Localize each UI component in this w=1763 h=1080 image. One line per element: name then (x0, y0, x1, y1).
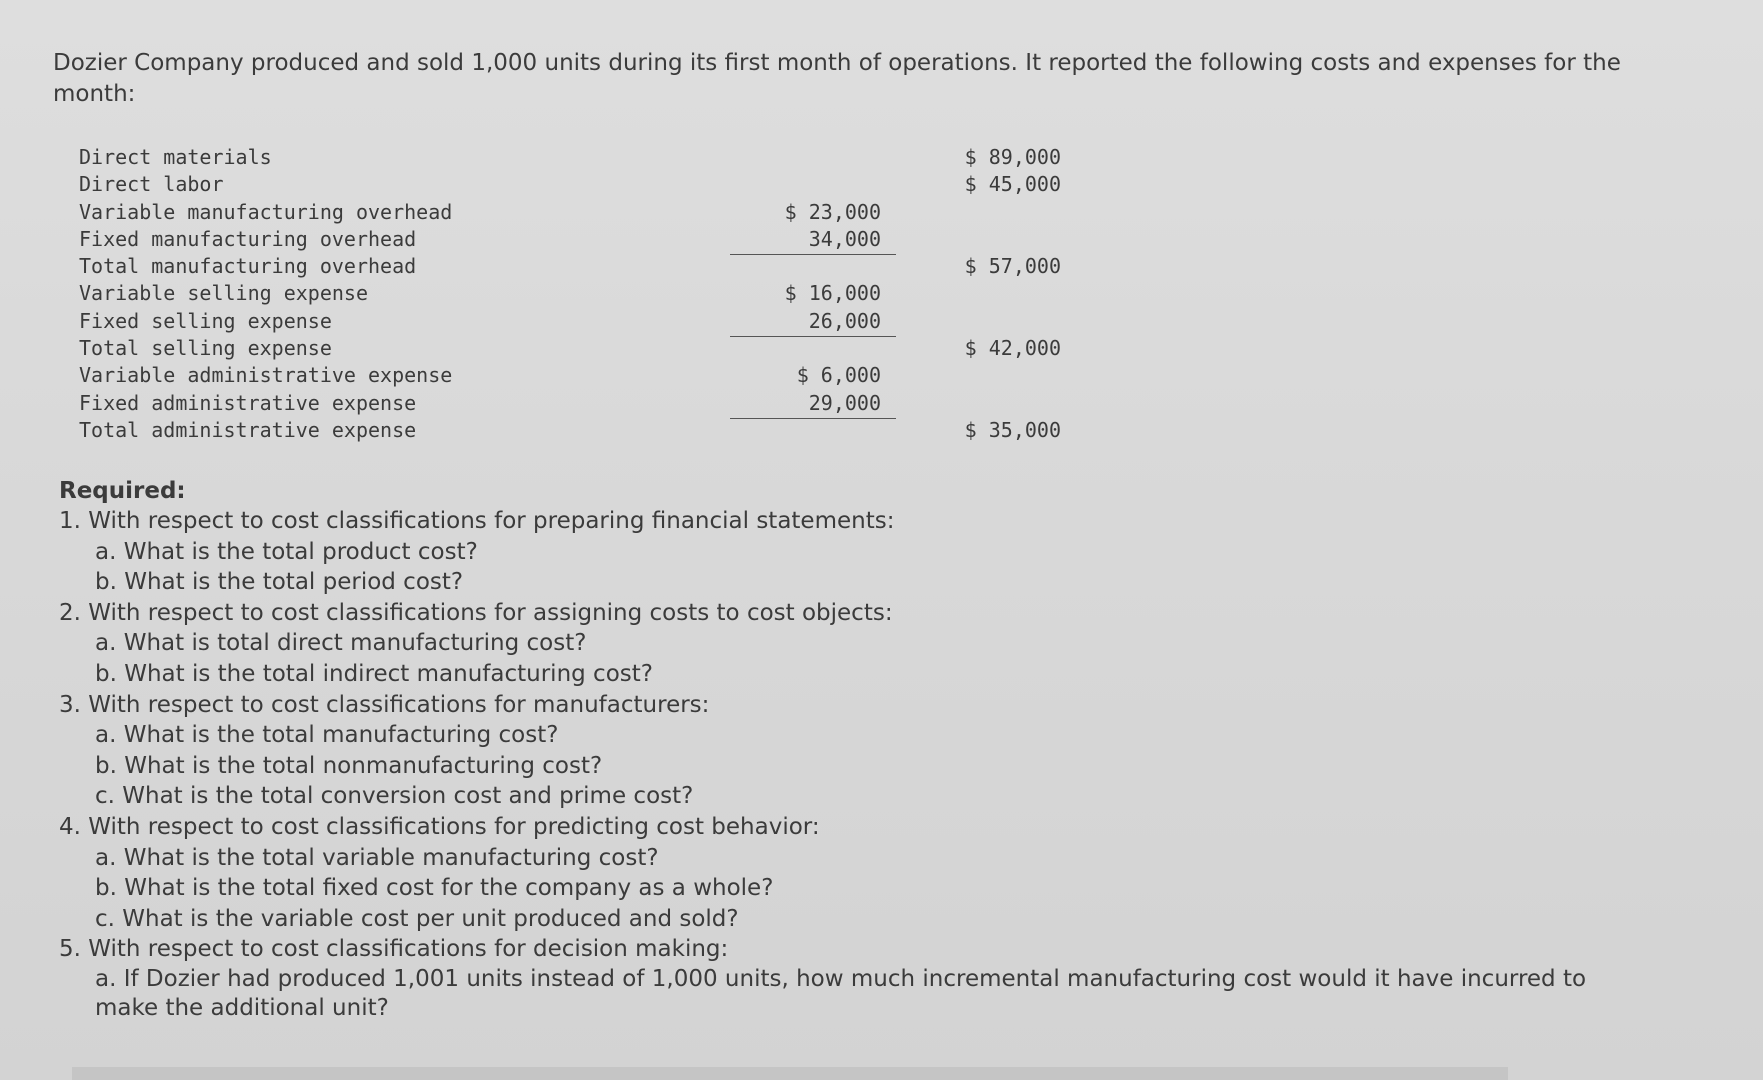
question-4b: b. What is the total fixed cost for the company as a whole? (95, 875, 774, 902)
cost-total-value: $ 89,000 (964, 145, 1061, 169)
question-3b: b. What is the total nonmanufacturing cost? (95, 752, 603, 779)
cost-total-value: $ 35,000 (964, 417, 1061, 442)
cost-total-value: $ 45,000 (964, 172, 1061, 197)
cost-row (79, 417, 1061, 445)
cost-row (79, 254, 1061, 281)
cost-row (79, 145, 1061, 172)
cost-row (79, 281, 1029, 308)
cost-row (79, 200, 1029, 227)
question-4: 4. With respect to cost classifications for predicting cost behavior: (59, 813, 820, 840)
cost-label: Total manufacturing overhead (79, 254, 417, 279)
cost-total-value: $ 57,000 (964, 254, 1061, 279)
cost-mid-value: 26,000 (808, 308, 881, 333)
question-3a: a. What is the total manufacturing cost? (95, 722, 559, 749)
cost-label: Total selling expense (79, 336, 332, 361)
question-1a: a. What is the total product cost? (95, 538, 478, 565)
cost-total-value: $ 42,000 (964, 336, 1061, 361)
cost-label: Variable manufacturing overhead (79, 199, 453, 224)
cost-row (79, 363, 1029, 390)
question-3c: c. What is the total conversion cost and prime cost? (95, 783, 694, 810)
question-5: 5. With respect to cost classifications for decision making: (59, 936, 729, 963)
cost-row (79, 309, 1029, 336)
cost-row (79, 227, 1029, 254)
question-1: 1. With respect to cost classifications for preparing financial statements: (59, 508, 895, 534)
cost-row (79, 172, 1061, 199)
cost-table (79, 145, 1061, 445)
required-section (59, 476, 1699, 1023)
cost-mid-value: $ 16,000 (784, 281, 881, 306)
required-heading: Required: (59, 478, 186, 504)
question-2a: a. What is total direct manufacturing cost? (95, 630, 587, 657)
question-1b: b. What is the total period cost? (95, 569, 464, 596)
cost-row (79, 336, 1061, 363)
screen-bottom-edge (72, 1067, 1508, 1080)
cost-row (79, 391, 1029, 418)
cost-label: Direct materials (79, 145, 272, 169)
cost-label: Fixed selling expense (79, 308, 332, 333)
question-3: 3. With respect to cost classifications for manufacturers: (59, 691, 710, 718)
question-5a: a. If Dozier had produced 1,001 units instead of 1,000 units, how much incremental manufacturing cost would it have incurred to make the additional unit? (95, 965, 1587, 1021)
cost-label: Fixed administrative expense (79, 390, 417, 415)
cost-label: Variable administrative expense (79, 363, 453, 388)
cost-label: Variable selling expense (79, 281, 368, 306)
cost-mid-value: 34,000 (808, 226, 881, 251)
cost-mid-value: $ 23,000 (784, 199, 881, 224)
question-2b: b. What is the total indirect manufacturing cost? (95, 660, 653, 687)
cost-mid-value: $ 6,000 (796, 363, 881, 388)
cost-label: Direct labor (79, 172, 224, 197)
question-4c: c. What is the variable cost per unit produced and sold? (95, 905, 739, 932)
problem-intro: Dozier Company produced and sold 1,000 units during its first month of operations. It reported the following costs and expenses for the month: (53, 50, 1621, 107)
cost-label: Fixed manufacturing overhead (79, 226, 417, 251)
question-4a: a. What is the total variable manufacturing cost? (95, 844, 659, 871)
cost-label: Total administrative expense (79, 417, 417, 442)
question-2: 2. With respect to cost classifications for assigning costs to cost objects: (59, 599, 893, 626)
cost-mid-value: 29,000 (808, 390, 881, 415)
